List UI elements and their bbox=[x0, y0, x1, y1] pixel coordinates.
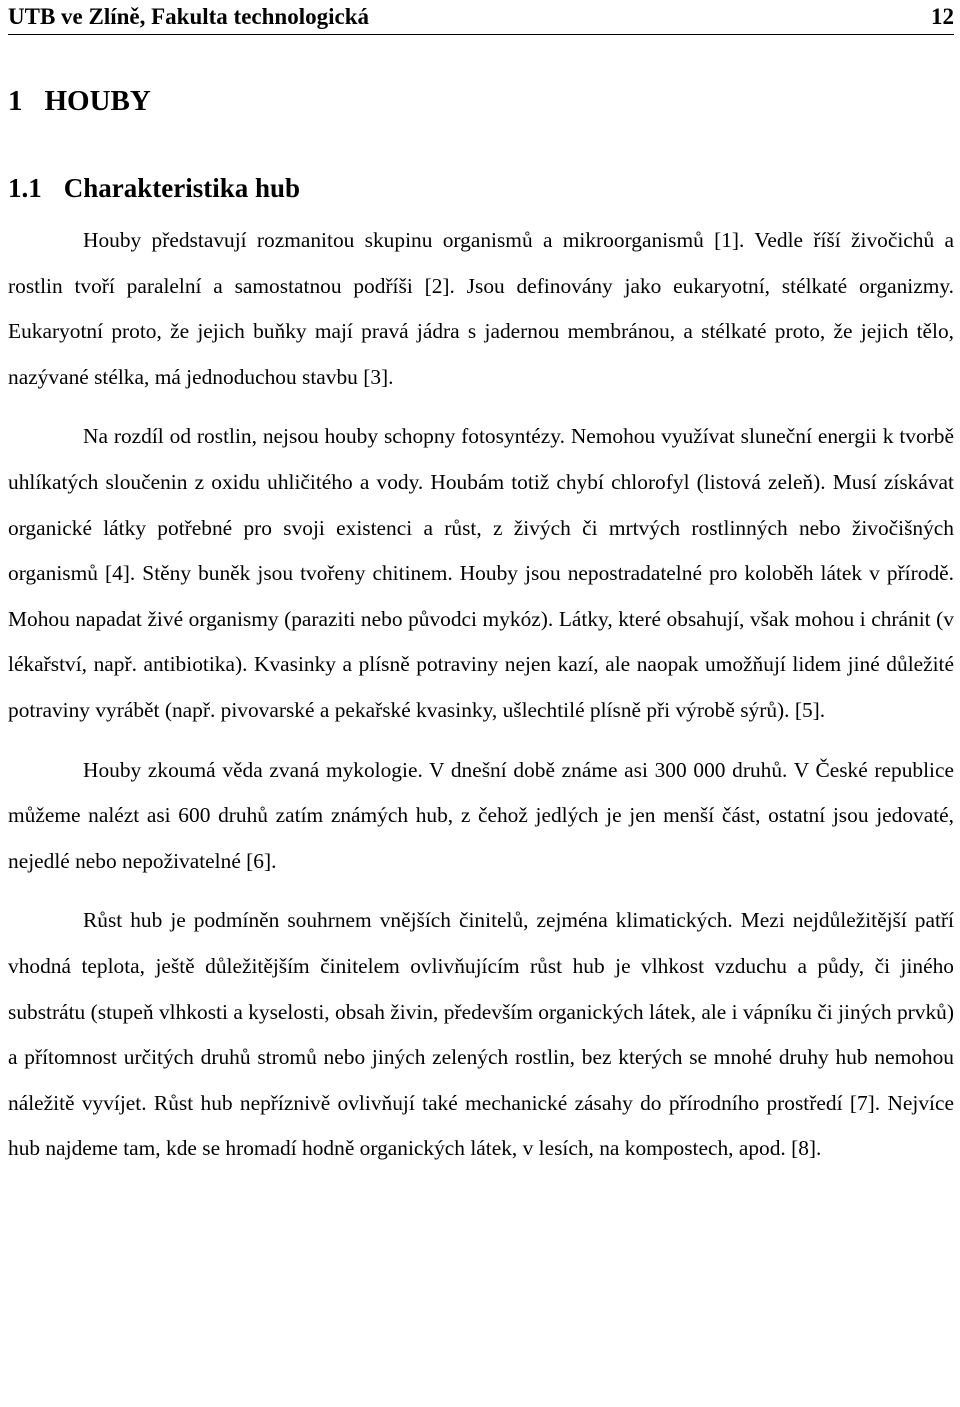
page-number: 12 bbox=[931, 4, 954, 29]
header-title: UTB ve Zlíně, Fakultа technologická bbox=[8, 4, 369, 29]
section-title: Charakteristika hub bbox=[63, 173, 301, 203]
running-header bbox=[8, 0, 954, 35]
chapter-title: HOUBY bbox=[44, 85, 151, 117]
chapter-number: 1 bbox=[8, 85, 23, 117]
body-paragraph: Na rozdíl od rostlin, nejsou houby schopny fotosyntézy. Nemohou využívat sluneční energii k tvorbě uhlíkatých sloučenin z oxidu uhličitého a vody. Houbám totiž chybí chlorofyl (listová zeleň). Musí získávat organické látky potřebné pro svoji existenci a růst, z živých či mrtvých rostlinných nebo živočišných organismů [4]. Stěny buněk jsou tvořeny chitinem. Houby jsou nepostradatelné pro koloběh látek v přírodě. Mohou napadat živé organismy (paraziti nebo původci mykóz). Látky, které obsahují, však mohou i chránit (v lékařství, např. antibiotika). Kvasinky a plísně potraviny nejen kazí, ale naopak umožňují lidem jiné důležité potraviny vyrábět (např. pivovarské a pekařské kvasinky, ušlechtilé plísně při výrobě sýrů). [5]. bbox=[8, 424, 954, 722]
section-heading bbox=[8, 172, 954, 204]
document-page bbox=[8, 0, 954, 1172]
section-number: 1.1 bbox=[8, 173, 42, 203]
body-paragraph: Houby zkoumá věda zvaná mykologie. V dnešní době známe asi 300 000 druhů. V České republice můžeme nalézt asi 600 druhů zatím známých hub, z čehož jedlých je jen menší část, ostatní jsou jedovaté, nejedlé nebo nepoživatelné [6]. bbox=[8, 757, 954, 873]
chapter-heading bbox=[8, 84, 954, 118]
body-paragraph: Houby představují rozmanitou skupinu organismů a mikroorganismů [1]. Vedle říší živočichů a rostlin tvoří paralelní a samostatnou podříši [2]. Jsou definovány jako eukaryotní, stélkaté organizmy. Eukaryotní proto, že jejich buňky mají pravá jádra s jadernou membránou, a stélkaté proto, že jejich tělo, nazývané stélka, má jednoduchou stavbu [3]. bbox=[8, 228, 954, 389]
body-paragraph: Růst hub je podmíněn souhrnem vnějších činitelů, zejména klimatických. Mezi nejdůležitější patří vhodná teplota, ještě důležitějším činitelem ovlivňujícím růst hub je vlhkost vzduchu a půdy, či jiného substrátu (stupeň vlhkosti a kyselosti, obsah živin, především organických látek, ale i vápníku či jiných prvků) a přítomnost určitých druhů stromů nebo jiných zelených rostlin, bez kterých se mnohé druhy hub nemohou náležitě vyvíjet. Růst hub nepříznivě ovlivňují také mechanické zásahy do přírodního prostředí [7]. Nejvíce hub najdeme tam, kde se hromadí hodně organických látek, v lesích, na kompostech, apod. [8]. bbox=[8, 908, 954, 1161]
